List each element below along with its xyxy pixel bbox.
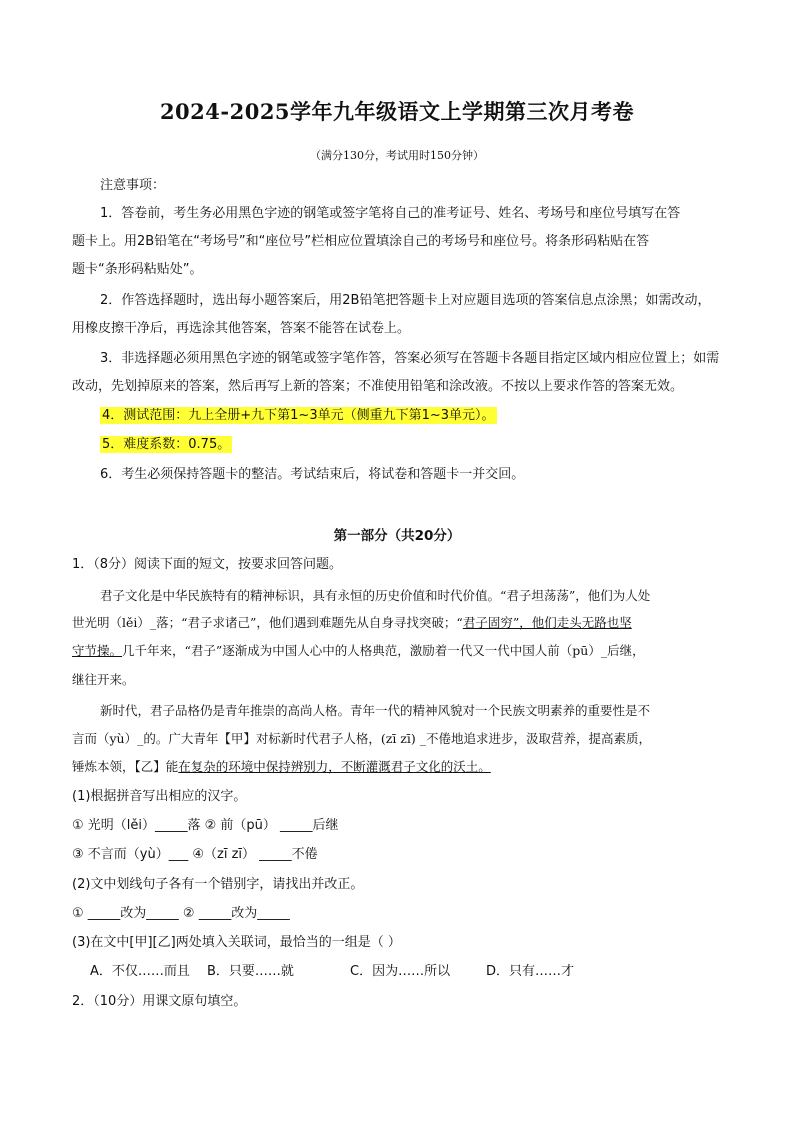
note-2-line-1: 2．作答选择题时，选出每小题答案后，用2B铅笔把答题卡上对应题目选项的答案信息点涂黑；如需改动， (100, 293, 711, 308)
note-3-line-1: 3．非选择题必须用黑色字迹的钢笔或签字笔作答，答案必须写在答题卡各题目指定区域内相应位置上；如需 (100, 351, 720, 366)
notes-label: 注意事项： (100, 178, 166, 193)
passage-p2-line-3-text: 锤炼本领，【乙】能 (72, 759, 179, 774)
note-5-text: 5．难度系数：0.75。 (102, 437, 231, 452)
passage-p1-line-2 (72, 614, 632, 632)
sub-question-2: (2)文中划线句子各有一个错别字，请找出并改正。 (72, 877, 364, 892)
sub-question-2-row-1: ① _____改为_____ ② _____改为_____ (72, 906, 290, 921)
option-b: B．只要……就 (207, 964, 294, 979)
sub-question-1-row-1: ① 光明（lěi）_____落 ② 前（pū） _____后继 (72, 818, 339, 833)
passage-p1-line-3-text: 几千年来，“君子”逐渐成为中国人心中的人格典范，激励着一代又一代中国人前（pū）_后继， (122, 643, 645, 658)
underlined-sentence-2: 在复杂的环境中保持辨别力，不断灌溉君子文化的沃土。 (178, 759, 491, 774)
note-4-highlighted (100, 407, 497, 425)
note-2-line-2: 用橡皮擦干净后，再选涂其他答案，答案不能答在试卷上。 (72, 321, 411, 336)
note-1-line-1: 1．答卷前，考生务必用黑色字迹的钢笔或签字笔将自己的准考证号、姓名、考场号和座位号填写在答 (100, 206, 681, 221)
passage-p1-line-4: 继往开来。 (72, 672, 135, 687)
passage-p2-line-1: 新时代，君子品格仍是青年推崇的高尚人格。青年一代的精神风貌对一个民族文明素养的重要性是不 (100, 703, 651, 718)
note-6-line: 6．考生必须保持答题卡的整洁。考试结束后，将试卷和答题卡一并交回。 (100, 467, 525, 482)
underlined-sentence-1a: 君子固穷”，他们走头无路也坚 (462, 615, 632, 630)
question-1-stem: 1．（8分）阅读下面的短文，按要求回答问题。 (72, 557, 343, 572)
section-heading: 第一部分（共20分） (333, 528, 461, 544)
underlined-sentence-1b: 守节操。 (72, 643, 123, 658)
note-4-text: 4．测试范围：九上全册+九下第1~3单元（侧重九下第1~3单元）。 (102, 408, 495, 423)
passage-p2-line-3 (72, 758, 491, 776)
passage-p1-line-1: 君子文化是中华民族特有的精神标识，具有永恒的历史价值和时代价值。“君子坦荡荡”，他们为人处 (100, 588, 651, 603)
sub-question-1-row-2: ③ 不言而（yù）___ ④（zī zī） _____不倦 (72, 847, 318, 862)
question-2-stem: 2．（10分）用课文原句填空。 (72, 994, 247, 1009)
note-1-line-2: 题卡上。用2B铅笔在“考场号”和“座位号”栏相应位置填涂自己的考场号和座位号。将条形码粘贴在答 (72, 234, 650, 249)
passage-p1-line-3 (72, 642, 645, 660)
option-d: D．只有……才 (486, 964, 575, 979)
passage-p2-line-2: 言而（yù）_的。广大青年【甲】对标新时代君子人格，(zī zī) _不倦地追求进步，汲取营养，提高素质， (72, 731, 651, 746)
page-subtitle: （满分130分，考试用时150分钟） (310, 149, 484, 162)
passage-p1-line-2-text: 世光明（lěi）_落；“君子求诸己”，他们遇到难题先从自身寻找突破；“ (72, 615, 463, 630)
note-1-line-3: 题卡“条形码粘贴处”。 (72, 262, 203, 277)
note-3-line-2: 改动，先划掉原来的答案，然后再写上新的答案；不准使用铅笔和涂改液。不按以上要求作答的答案无效。 (72, 379, 684, 394)
sub-question-1: (1)根据拼音写出相应的汉字。 (72, 789, 247, 804)
note-5-highlighted (100, 436, 232, 454)
page-title: 2024-2025学年九年级语文上学期第三次月考卷 (159, 99, 635, 124)
option-c: C．因为……所以 (350, 964, 451, 979)
option-a: A．不仅……而且 (90, 964, 190, 979)
sub-question-3: (3)在文中[甲][乙]两处填入关联词，最恰当的一组是（ ） (72, 935, 401, 950)
